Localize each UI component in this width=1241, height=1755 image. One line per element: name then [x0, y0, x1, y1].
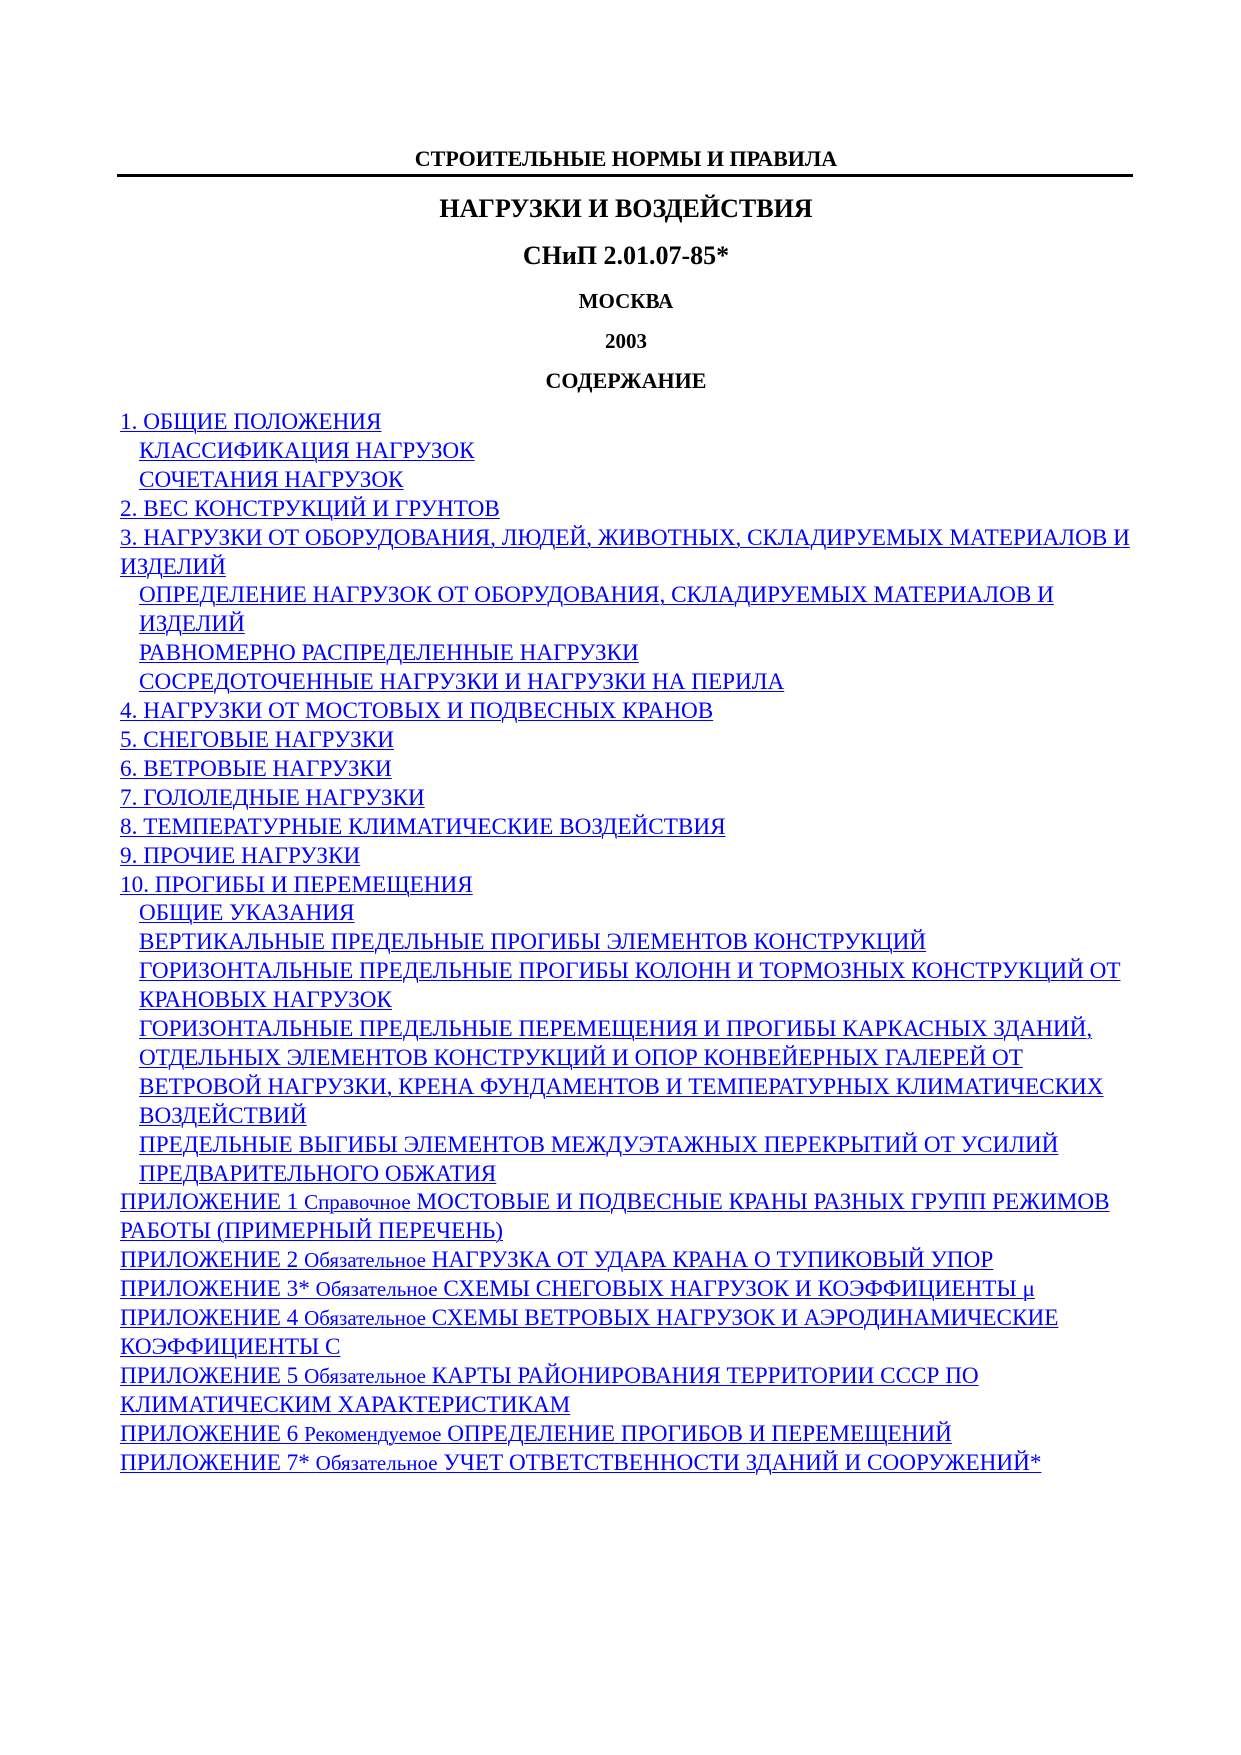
appendix-type: Справочное [304, 1190, 411, 1215]
toc-appendix-link[interactable] [120, 1362, 1140, 1420]
toc-link[interactable] [120, 466, 1140, 495]
toc-link-label: 3. НАГРУЗКИ ОТ ОБОРУДОВАНИЯ, ЛЮДЕЙ, ЖИВОТНЫХ, СКЛАДИРУЕМЫХ МАТЕРИАЛОВ И ИЗДЕЛИЙ [120, 524, 1130, 580]
appendix-number: ПРИЛОЖЕНИЕ 2 [120, 1247, 299, 1274]
toc-link-label: 10. ПРОГИБЫ И ПЕРЕМЕЩЕНИЯ [120, 871, 473, 898]
toc-link[interactable] [120, 928, 1140, 957]
toc-link[interactable] [120, 408, 1140, 437]
toc-link[interactable] [120, 1131, 1140, 1189]
toc-link-label: 5. СНЕГОВЫЕ НАГРУЗКИ [120, 726, 394, 753]
toc-link[interactable] [120, 639, 1140, 668]
appendix-number: ПРИЛОЖЕНИЕ 6 [120, 1420, 299, 1447]
toc-appendix-link[interactable] [120, 1246, 1140, 1275]
toc-link-label: 8. ТЕМПЕРАТУРНЫЕ КЛИМАТИЧЕСКИЕ ВОЗДЕЙСТВИЯ [120, 813, 726, 840]
toc-link-label: КАРТЫ РАЙОНИРОВАНИЯ ТЕРРИТОРИИ СССР ПО КЛИМАТИЧЕСКИМ ХАРАКТЕРИСТИКАМ [120, 1362, 979, 1418]
toc-link-label: ОБЩИЕ УКАЗАНИЯ [139, 900, 355, 927]
toc-link-label: РАВНОМЕРНО РАСПРЕДЕЛЕННЫЕ НАГРУЗКИ [139, 640, 639, 667]
toc-link-label: ГОРИЗОНТАЛЬНЫЕ ПРЕДЕЛЬНЫЕ ПРОГИБЫ КОЛОНН И ТОРМОЗНЫХ КОНСТРУКЦИЙ ОТ КРАНОВЫХ НАГРУЗОК [139, 958, 1121, 1014]
toc-link-label: 1. ОБЩИЕ ПОЛОЖЕНИЯ [120, 409, 382, 435]
publication-city: МОСКВА [578, 289, 674, 313]
toc-link[interactable] [120, 668, 1140, 697]
toc-link-label: МОСТОВЫЕ И ПОДВЕСНЫЕ КРАНЫ РАЗНЫХ ГРУПП РЕЖИМОВ РАБОТЫ (ПРИМЕРНЫЙ ПЕРЕЧЕНЬ) [120, 1189, 1110, 1245]
toc-link-label: 2. ВЕС КОНСТРУКЦИЙ И ГРУНТОВ [120, 495, 500, 522]
toc-link[interactable] [120, 437, 1140, 466]
toc-link[interactable] [120, 871, 1140, 900]
header-divider [117, 174, 1133, 177]
toc-link[interactable] [120, 784, 1140, 813]
toc-link[interactable] [120, 495, 1140, 524]
publication-year: 2003 [605, 329, 647, 353]
toc-link-label: ОПРЕДЕЛЕНИЕ ПРОГИБОВ И ПЕРЕМЕЩЕНИЙ [447, 1420, 952, 1447]
toc-link[interactable] [120, 755, 1140, 784]
appendix-number: ПРИЛОЖЕНИЕ 3* [120, 1276, 310, 1303]
toc-link-label: ГОРИЗОНТАЛЬНЫЕ ПРЕДЕЛЬНЫЕ ПЕРЕМЕЩЕНИЯ И ПРОГИБЫ КАРКАСНЫХ ЗДАНИЙ, ОТДЕЛЬНЫХ ЭЛЕМЕНТОВ КОНСТРУКЦИЙ И ОПОР КОНВЕЙЕРНЫХ ГАЛЕРЕЙ ОТ ВЕТРОВОЙ НАГРУЗКИ, КРЕНА ФУНДАМЕНТОВ И ТЕМПЕРАТУРНЫХ КЛИМАТИЧЕСКИХ ВОЗДЕЙСТВИЙ [139, 1016, 1104, 1129]
document-code: СНиП 2.01.07-85* [522, 241, 730, 270]
toc-appendix-link[interactable] [120, 1275, 1140, 1304]
organization-heading: СТРОИТЕЛЬНЫЕ НОРМЫ И ПРАВИЛА [414, 146, 838, 171]
toc-link-label: СХЕМЫ ВЕТРОВЫХ НАГРУЗОК И АЭРОДИНАМИЧЕСКИЕ КОЭФФИЦИЕНТЫ С [120, 1305, 1059, 1360]
toc-appendix-link[interactable] [120, 1420, 1140, 1449]
toc-appendix-link[interactable] [120, 1188, 1140, 1246]
appendix-type: Обязательное [304, 1363, 426, 1388]
toc-link-label: 7. ГОЛОЛЕДНЫЕ НАГРУЗКИ [120, 784, 425, 811]
toc-link-label: СОЧЕТАНИЯ НАГРУЗОК [139, 466, 404, 493]
toc-link-label: 6. ВЕТРОВЫЕ НАГРУЗКИ [120, 755, 392, 782]
toc-appendix-link[interactable] [120, 1449, 1140, 1478]
appendix-type: Обязательное [315, 1450, 438, 1475]
toc-link[interactable] [120, 581, 1140, 639]
toc-link-label: 9. ПРОЧИЕ НАГРУЗКИ [120, 842, 361, 869]
toc-link[interactable] [120, 524, 1140, 582]
toc-link-label: СОСРЕДОТОЧЕННЫЕ НАГРУЗКИ И НАГРУЗКИ НА ПЕРИЛА [139, 669, 785, 696]
toc-link-label: СХЕМЫ СНЕГОВЫХ НАГРУЗОК И КОЭФФИЦИЕНТЫ μ [443, 1276, 1035, 1303]
appendix-number: ПРИЛОЖЕНИЕ 4 [120, 1305, 299, 1332]
appendix-number: ПРИЛОЖЕНИЕ 7* [120, 1449, 310, 1476]
toc-link[interactable] [120, 842, 1140, 871]
toc-link[interactable] [120, 957, 1140, 1015]
toc-link-label: ПРЕДЕЛЬНЫЕ ВЫГИБЫ ЭЛЕМЕНТОВ МЕЖДУЭТАЖНЫХ ПЕРЕКРЫТИЙ ОТ УСИЛИЙ ПРЕДВАРИТЕЛЬНОГО ОБЖАТИЯ [139, 1131, 1059, 1187]
appendix-type: Рекомендуемое [304, 1421, 442, 1446]
appendix-type: Обязательное [315, 1277, 438, 1302]
document-title: НАГРУЗКИ И ВОЗДЕЙСТВИЯ [439, 194, 813, 223]
toc-heading: СОДЕРЖАНИЕ [545, 368, 707, 393]
appendix-number: ПРИЛОЖЕНИЕ 5 [120, 1362, 299, 1389]
toc-link[interactable] [120, 1015, 1140, 1131]
toc-link[interactable] [120, 697, 1140, 726]
toc-link-label: УЧЕТ ОТВЕТСТВЕННОСТИ ЗДАНИЙ И СООРУЖЕНИЙ* [443, 1449, 1042, 1476]
toc-link-label: ОПРЕДЕЛЕНИЕ НАГРУЗОК ОТ ОБОРУДОВАНИЯ, СКЛАДИРУЕМЫХ МАТЕРИАЛОВ И ИЗДЕЛИЙ [139, 582, 1054, 638]
appendix-type: Обязательное [304, 1248, 426, 1273]
toc-link-label: 4. НАГРУЗКИ ОТ МОСТОВЫХ И ПОДВЕСНЫХ КРАНОВ [120, 698, 714, 725]
toc-appendix-link[interactable] [120, 1304, 1140, 1362]
toc-link-label: КЛАССИФИКАЦИЯ НАГРУЗОК [139, 437, 475, 464]
table-of-contents [120, 408, 1140, 1478]
toc-link-label: ВЕРТИКАЛЬНЫЕ ПРЕДЕЛЬНЫЕ ПРОГИБЫ ЭЛЕМЕНТОВ КОНСТРУКЦИЙ [139, 929, 927, 956]
toc-link-label: НАГРУЗКА ОТ УДАРА КРАНА О ТУПИКОВЫЙ УПОР [431, 1247, 994, 1274]
appendix-type: Обязательное [304, 1306, 426, 1331]
appendix-number: ПРИЛОЖЕНИЕ 1 [120, 1189, 299, 1216]
toc-link[interactable] [120, 899, 1140, 928]
toc-link[interactable] [120, 813, 1140, 842]
toc-link[interactable] [120, 726, 1140, 755]
